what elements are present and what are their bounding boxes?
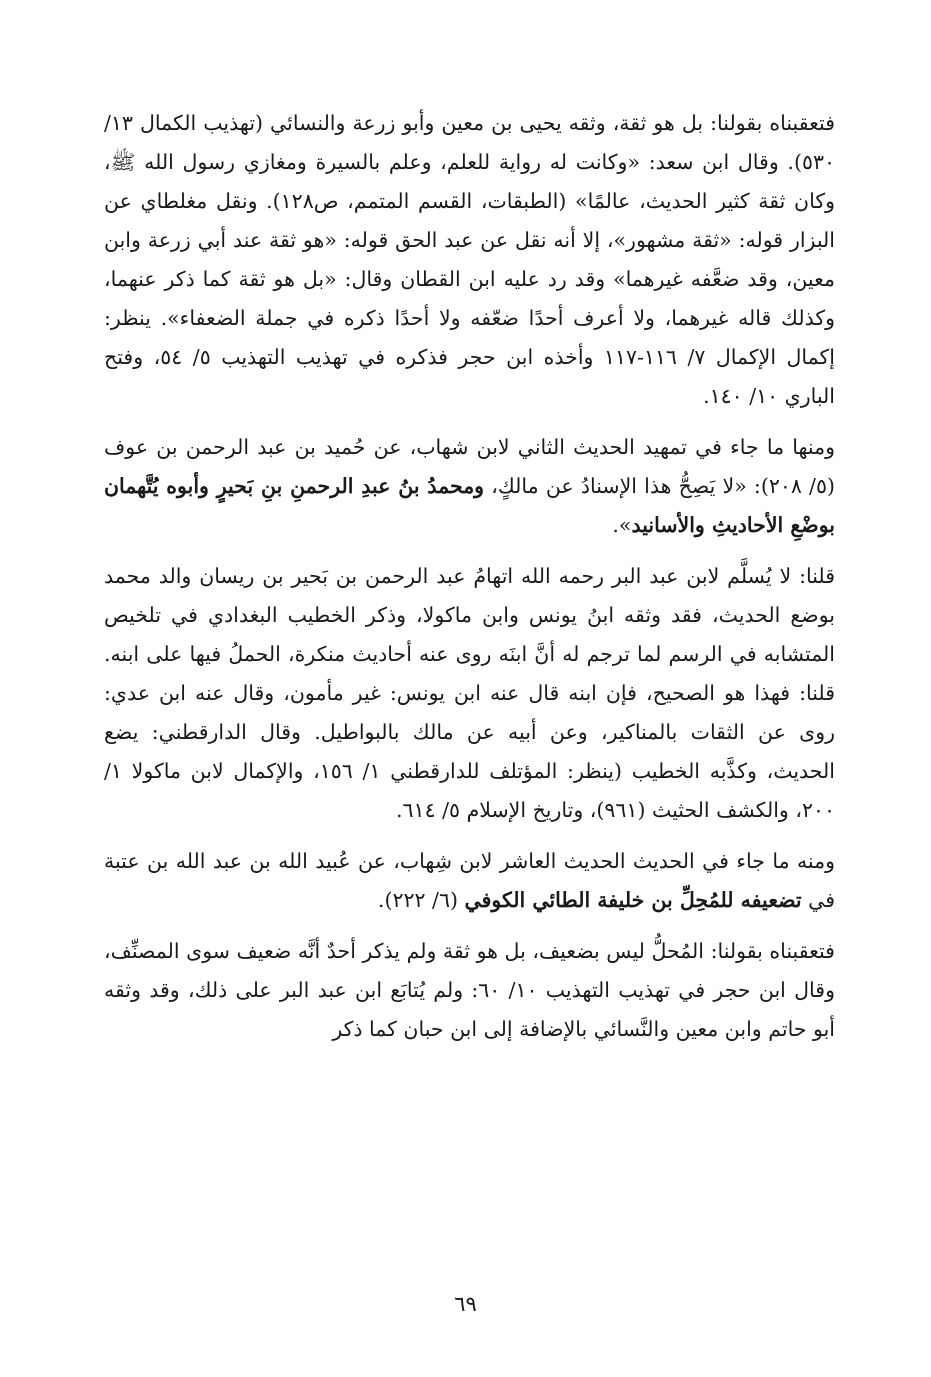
paragraph-2-closing: ».: [612, 513, 632, 537]
body-text: [104, 104, 835, 1061]
paragraph-2: [104, 428, 835, 545]
paragraph-5: [104, 932, 835, 1049]
paragraph-4-text: ومنه ما جاء في الحديث الحديث العاشر لابن شِهاب، عن عُبيد الله بن عبد الله بن عتبة في: [104, 849, 835, 912]
paragraph-2-bold-quote: ومحمدُ بنُ عبدِ الرحمنِ بنِ بَحيرٍ وأبوه يُتَّهمان بوضْعِ الأحاديثِ والأسانيد: [104, 474, 835, 537]
paragraph-2-text: ومنها ما جاء في تمهيد الحديث الثاني لابن شهاب، عن حُميد بن عبد الرحمن بن عوف (٥/ ٢٠٨): «لا يَصِحُّ هذا الإسنادُ عن مالكٍ،: [104, 435, 835, 498]
paragraph-1-text: فتعقبناه بقولنا: بل هو ثقة، وثقه يحيى بن معين وأبو زرعة والنسائي (تهذيب الكمال ١٣/ ٥٣٠). وقال ابن سعد: «وكانت له رواية للعلم، وعلم بالسيرة ومغازي رسول الله ﷺ، وكان ثقة كثير الحديث، عالمًا» (الطبقات، القسم المتمم، ص١٢٨). ونقل مغلطاي عن البزار قوله: «ثقة مشهور»، إلا أنه نقل عن عبد الحق قوله: «هو ثقة عند أبي زرعة وابن معين، وقد ضعَّفه غيرهما» وقد رد عليه ابن القطان وقال: «بل هو ثقة كما ذكر عنهما، وكذلك قاله غيرهما، ولا أعرف أحدًا ضعّفه ولا أحدًا ذكره في جملة الضعفاء». ينظر: إكمال الإكمال ٧/ ١١٦-١١٧ وأخذه ابن حجر فذكره في تهذيب التهذيب ٥/ ٥٤، وفتح الباري ١٠/ ١٤٠.: [104, 111, 835, 408]
paragraph-4-closing: (٦/ ٢٢٢).: [377, 888, 465, 912]
paragraph-4: [104, 842, 835, 920]
paragraph-4-bold-quote: تضعيفه للمُحِلِّ بن خليفة الطائي الكوفي: [464, 888, 802, 912]
page-number: ٦٩: [454, 1292, 477, 1316]
paragraph-3: [104, 557, 835, 830]
paragraph-3-text: قلنا: لا يُسلَّم لابن عبد البر رحمه الله اتهامُ عبد الرحمن بن بَحير بن ريسان والد محمد بوضع الحديث، فقد وثقه ابنُ يونس وابن ماكولا، وذكر الخطيب البغدادي في تلخيص المتشابه في الرسم لما ترجم له أنَّ ابنَه روى عنه أحاديث منكرة، الحملُ فيها على ابنه. قلنا: فهذا هو الصحيح، فإن ابنه قال عنه ابن يونس: غير مأمون، وقال عنه ابن عدي: روى عن الثقات بالمناكير، وعن أبيه عن مالك بالبواطيل. وقال الدارقطني: يضع الحديث، وكذَّبه الخطيب (ينظر: المؤتلف للدارقطني ١/ ١٥٦، والإكمال لابن ماكولا ١/ ٢٠٠، والكشف الحثيث (٩٦١)، وتاريخ الإسلام ٥/ ٦١٤.: [104, 564, 835, 822]
paragraph-5-text: فتعقبناه بقولنا: المُحلُّ ليس بضعيف، بل هو ثقة ولم يذكر أحدٌ أنَّه ضعيف سوى المصنِّف، وقال ابن حجر في تهذيب التهذيب ١٠/ ٦٠: ولم يُتابَع ابن عبد البر على ذلك، وقد وثقه أبو حاتم وابن معين والنَّسائي بالإضافة إلى ابن حبان كما ذكر: [104, 939, 835, 1041]
paragraph-1: [104, 104, 835, 416]
